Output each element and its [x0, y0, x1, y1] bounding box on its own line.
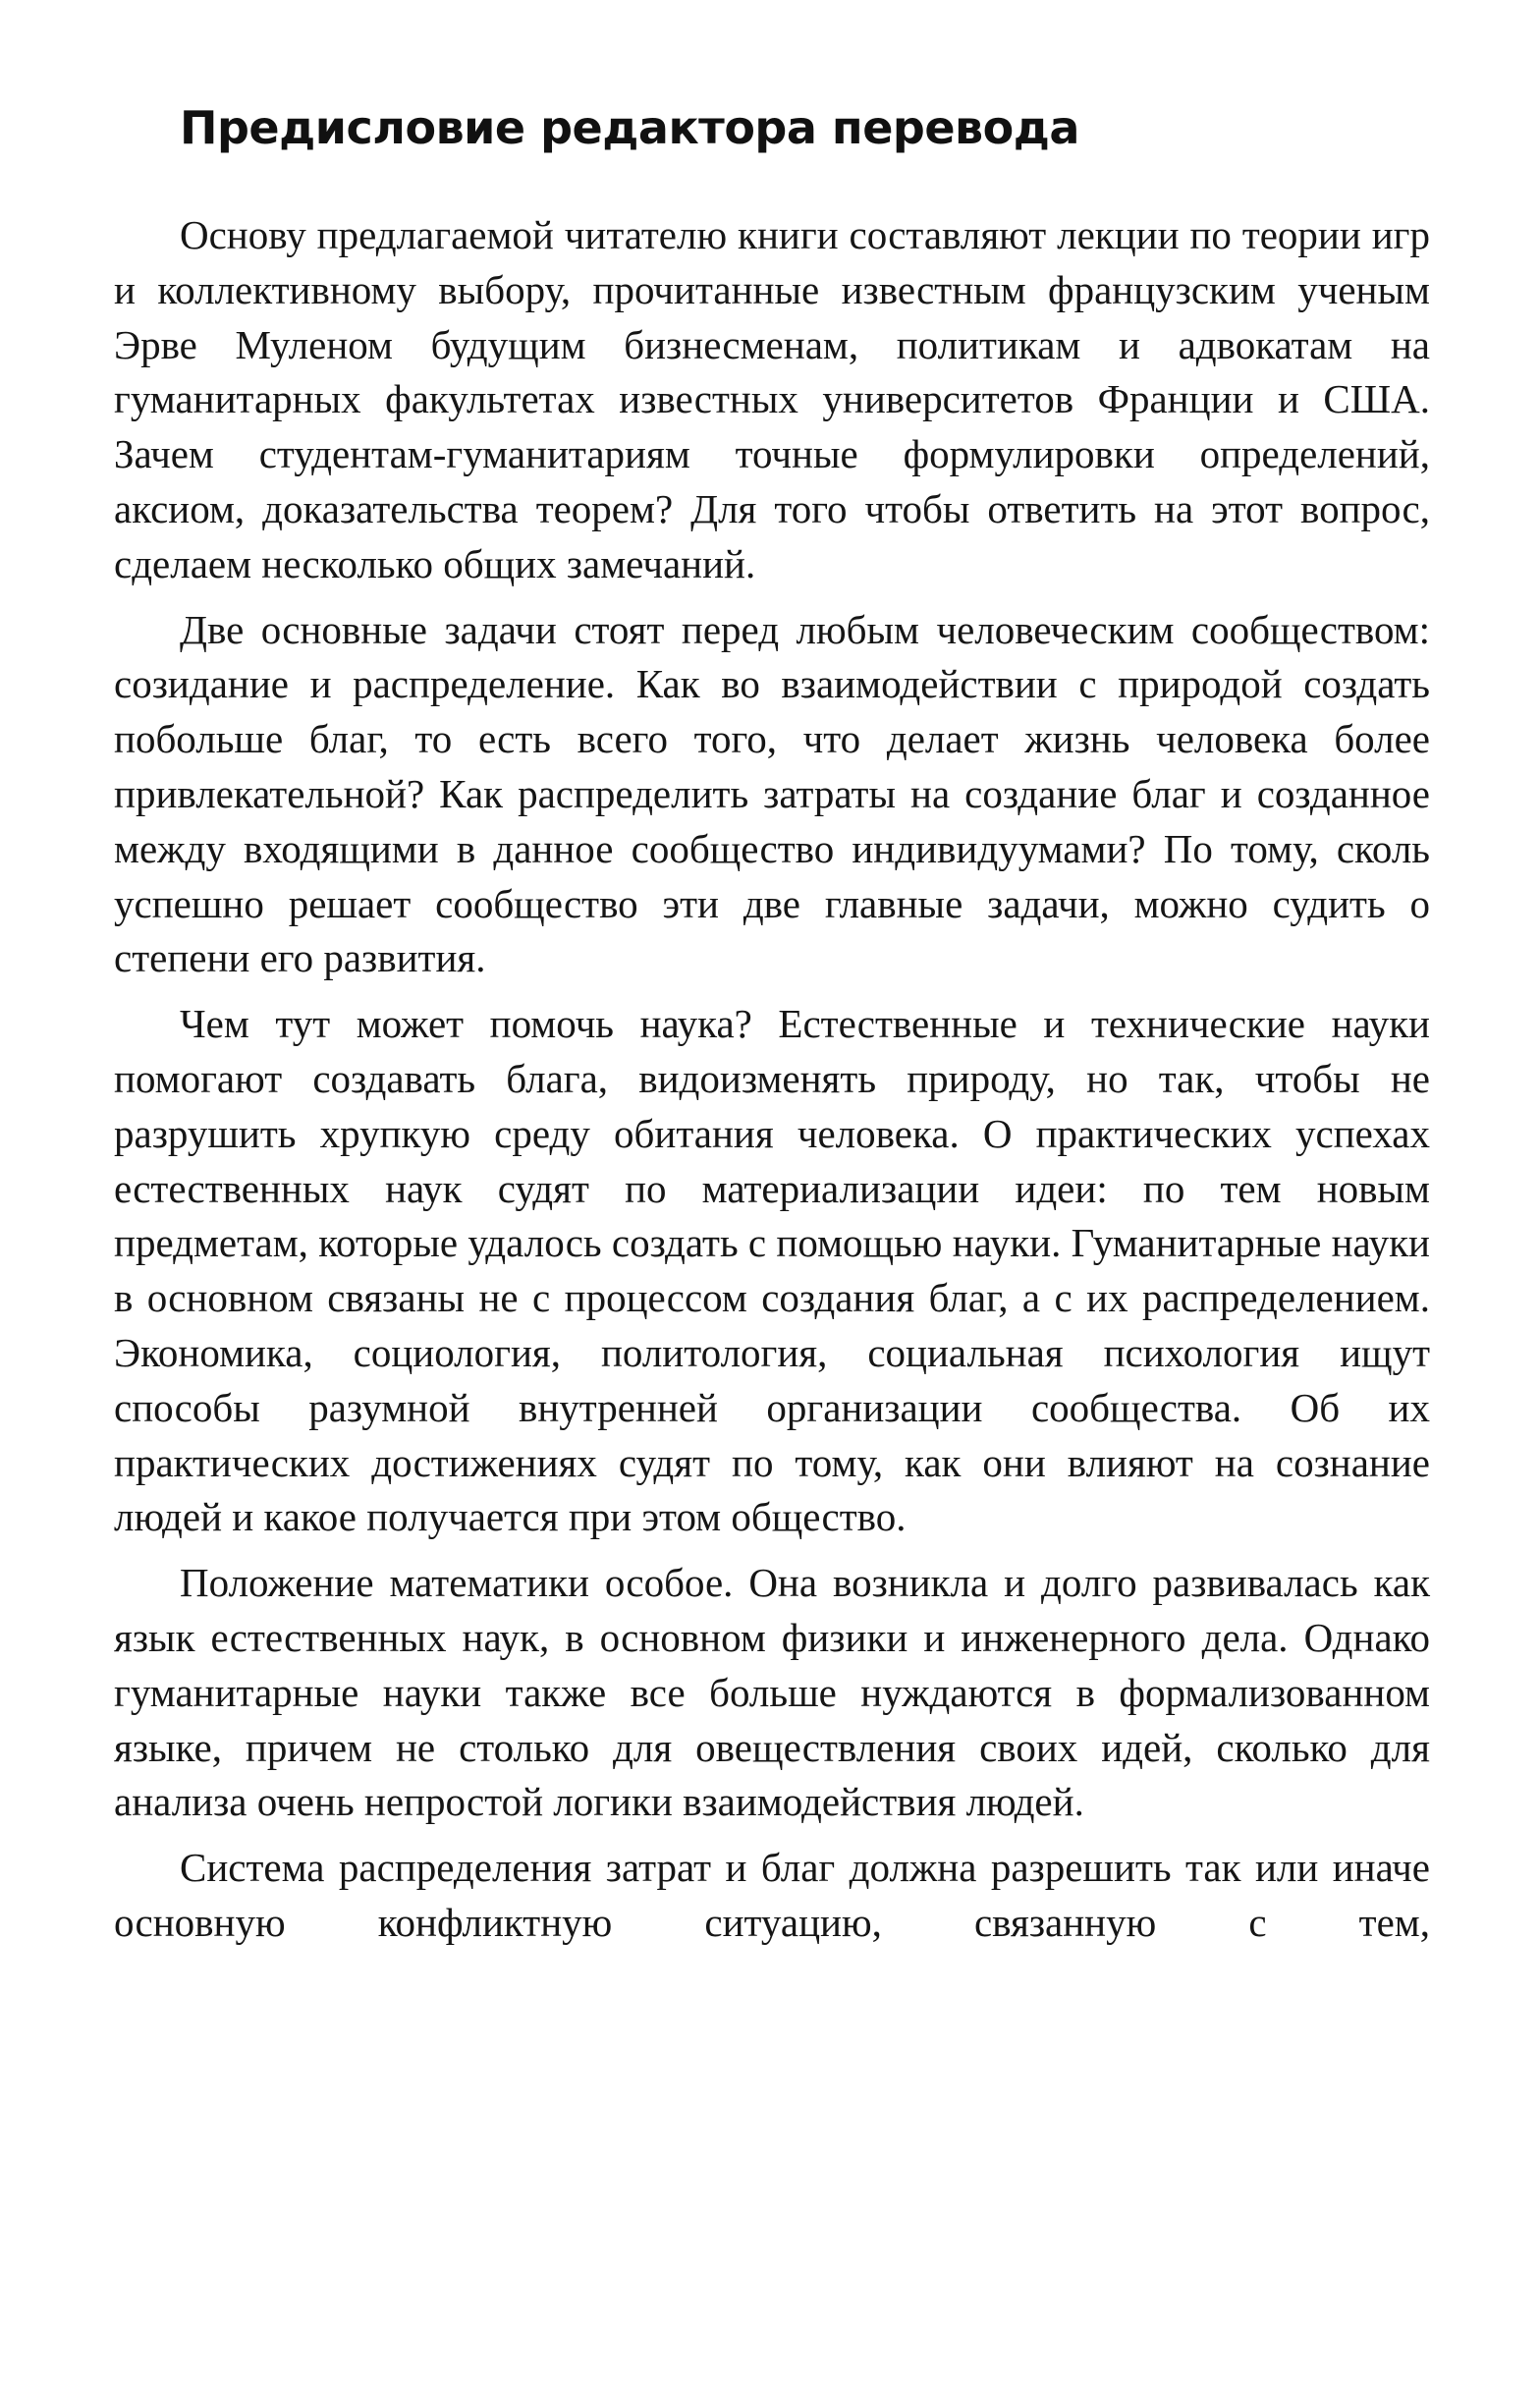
- paragraph-4: Положение математики особое. Она возникла и долго развивалась как язык естественных наук, в основном физики и инженерного дела. Однако гуманитарные науки также все больше нуждаются в формализованном языке, причем не столько для овеществления своих идей, сколько для анализа очень непростой логики взаимодействия людей.: [114, 1560, 1430, 1825]
- paragraph-3: Чем тут может помочь наука? Естественные и технические науки помогают создавать блага, видоизменять природу, но так, чтобы не разрушить хрупкую среду обитания человека. О практических успехах естественных наук судят по материализации идеи: по тем новым предметам, которые удалось создать с помощью науки. Гуманитарные науки в основном связаны не с процессом создания благ, а с их распределением. Экономика, социология, политология, социальная психология ищут способы разумной внутренней организации сообщества. Об их практических достижениях судят по тому, как они влияют на сознание людей и какое получается при этом общество.: [114, 1001, 1430, 1540]
- paragraph-2: Две основные задачи стоят перед любым человеческим сообществом: созидание и распределение. Как во взаимодействии с природой создать побольше благ, то есть всего того, что делает жизнь человека более привлекательной? Как распределить затраты на создание благ и созданное между входящими в данное сообщество индивидуумами? По тому, сколь успешно решает сообщество эти две главные задачи, можно судить о степени его развития.: [114, 606, 1430, 981]
- body-text: [114, 208, 1430, 1962]
- section-heading: Предисловие редактора перевода: [180, 101, 1079, 154]
- paragraph-5: Система распределения затрат и благ должна разрешить так или иначе основную конфликтную ситуацию, связанную с тем,: [114, 1845, 1430, 1945]
- paragraph-1: Основу предлагаемой читателю книги составляют лекции по теории игр и коллективному выбору, прочитанные известным французским ученым Эрве Муленом будущим бизнесменам, политикам и адвокатам на гуманитарных факультетах известных университетов Франции и США. Зачем студентам-гуманитариям точные формулировки определений, аксиом, доказательства теорем? Для того чтобы ответить на этот вопрос, сделаем несколько общих замечаний.: [114, 212, 1430, 586]
